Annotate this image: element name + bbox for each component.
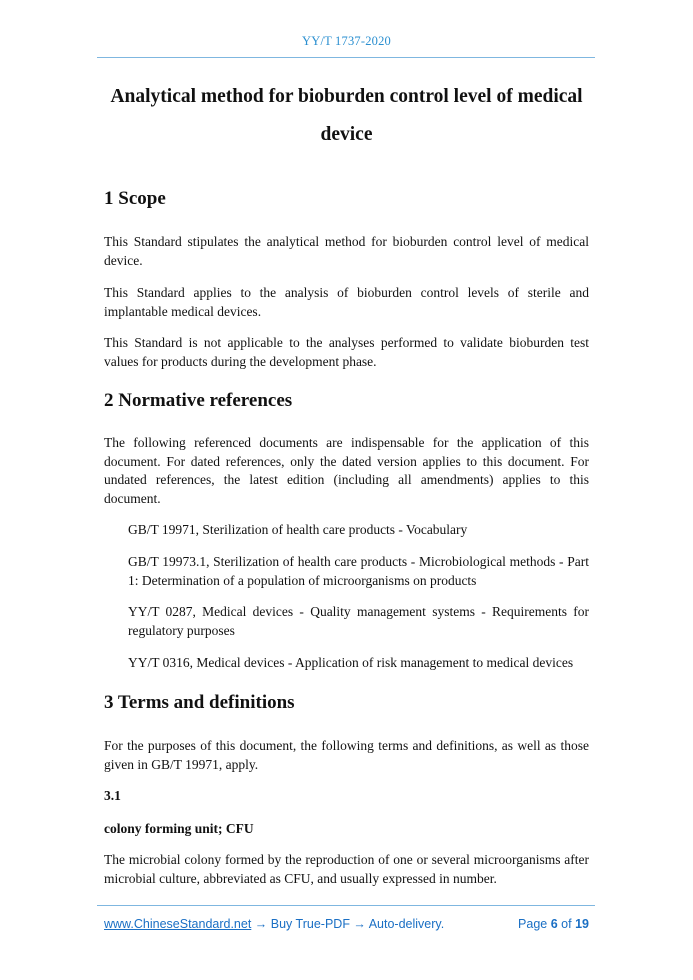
section-1-paragraph-1: This Standard stipulates the analytical method for bioburden control level of medical device. (104, 234, 589, 268)
reference-item: YY/T 0287, Medical devices - Quality management systems - Requirements for regulatory purposes (128, 604, 589, 638)
footer-promo (104, 917, 444, 931)
section-3-heading: 3 Terms and definitions (104, 692, 295, 713)
term-number: 3.1 (104, 788, 121, 803)
header-divider (97, 57, 595, 58)
page-total: 19 (575, 917, 589, 931)
footer (104, 917, 589, 935)
page-indicator (518, 917, 589, 931)
section-2-intro: The following referenced documents are indispensable for the application of this document. For dated references, only the dated version applies to this document. For undated references, the latest edition (including all amendments) applies to this document. (104, 435, 589, 506)
section-3-intro: For the purposes of this document, the following terms and definitions, as well as those given in GB/T 19971, apply. (104, 738, 589, 772)
title-line-1: Analytical method for bioburden control level of medical (110, 86, 583, 107)
header-standard-code: YY/T 1737-2020 (301, 34, 392, 48)
website-link[interactable]: www.ChineseStandard.net (104, 917, 252, 931)
page-label: Page (518, 917, 548, 931)
section-1-paragraph-2: This Standard applies to the analysis of bioburden control levels of sterile and implantable medical devices. (104, 285, 589, 319)
title-line-2: device (320, 124, 373, 145)
reference-item: GB/T 19973.1, Sterilization of health care products - Microbiological methods - Part 1: Determination of a population of microorganisms on products (128, 554, 589, 588)
footer-divider (97, 905, 595, 906)
reference-item: YY/T 0316, Medical devices - Application of risk management to medical devices (128, 655, 574, 670)
document-title (104, 78, 589, 154)
page-of: of (561, 917, 572, 931)
term-name: colony forming unit; CFU (104, 821, 254, 836)
reference-item: GB/T 19971, Sterilization of health care products - Vocabulary (128, 522, 468, 537)
term-definition: The microbial colony formed by the reproduction of one or several microorganisms after microbial culture, abbreviated as CFU, and usually expressed in number. (104, 852, 589, 886)
section-1-heading: 1 Scope (104, 188, 166, 209)
page-current: 6 (550, 917, 558, 931)
section-2-heading: 2 Normative references (104, 390, 293, 411)
section-1-paragraph-3: This Standard is not applicable to the analyses performed to validate bioburden test values for products during the development phase. (104, 335, 589, 369)
promo-text: → Buy True-PDF → Auto-delivery. (254, 917, 445, 931)
